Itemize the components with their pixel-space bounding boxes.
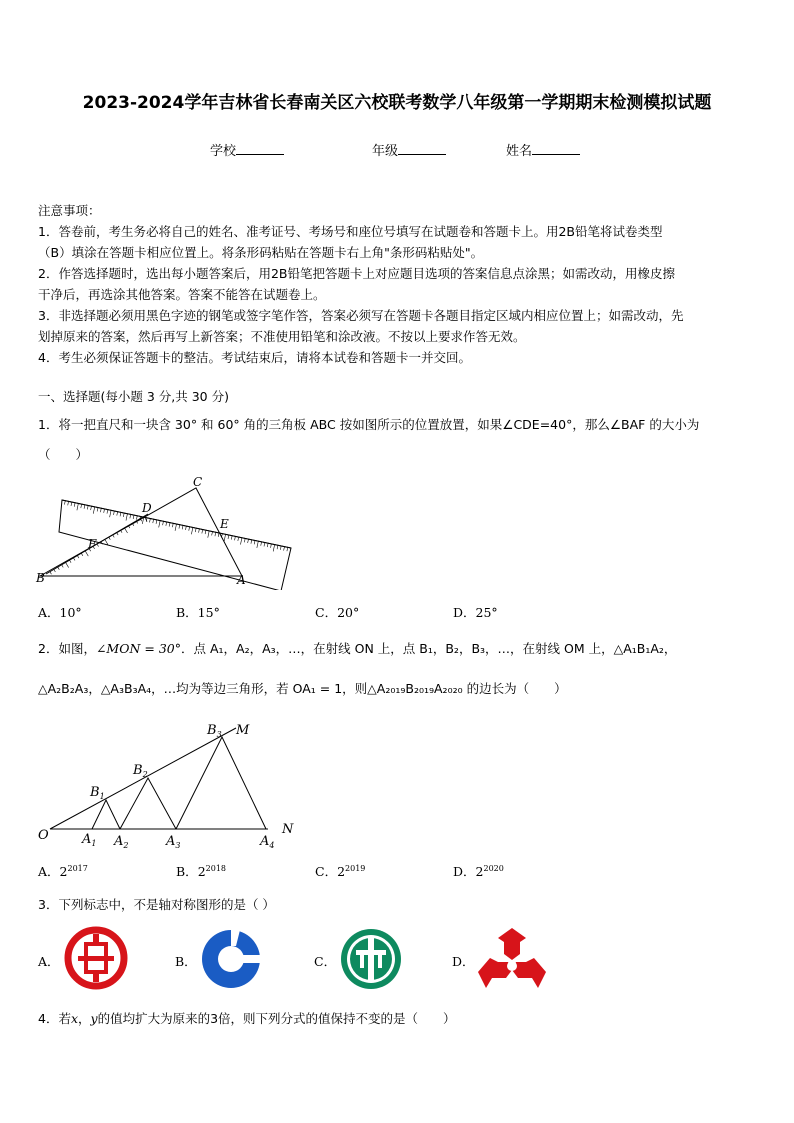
var-y: y — [90, 1011, 98, 1026]
option-b[interactable]: B．$2^{2018}$ — [176, 863, 226, 879]
cmbc-logo — [476, 926, 548, 992]
ccb-logo — [200, 928, 262, 990]
notice-line: 4．考生必须保证答题卡的整洁。考试结束后，请将本试卷和答题卡一并交回。 — [38, 350, 471, 365]
name-label: 姓名 — [506, 144, 533, 159]
label-o: O — [38, 828, 49, 843]
ruler-ticks-lower — [50, 516, 147, 574]
q3-option-c[interactable]: C． — [314, 954, 337, 969]
name-blank — [532, 142, 580, 155]
notice-heading: 注意事项： — [38, 203, 101, 218]
option-a[interactable]: A．$2^{2017}$ — [38, 863, 88, 879]
label-n: N — [282, 822, 294, 837]
label-a: A — [237, 573, 246, 587]
question-4-rest: 的值均扩大为原来的3倍，则下列分式的值保持不变的是（ ） — [97, 1011, 456, 1026]
school-blank — [236, 142, 284, 155]
question-1-options — [38, 603, 638, 621]
notice-line: 干净后，再选涂其他答案。答案不能答在试题卷上。 — [38, 287, 326, 302]
option-c[interactable]: C．$2^{2019}$ — [315, 863, 366, 879]
q3-option-d[interactable]: D． — [452, 954, 475, 969]
option-a[interactable]: A．10° — [38, 605, 82, 620]
q3-option-b[interactable]: B． — [175, 954, 197, 969]
question-1-bracket: （ ） — [38, 447, 89, 462]
option-b[interactable]: B．15° — [176, 605, 220, 620]
grade-field — [372, 140, 446, 159]
question-2-line-1 — [38, 638, 758, 659]
triangle-2 — [120, 778, 176, 829]
question-2-rest: ．点 A₁，A₂，A₃，…，在射线 ON 上，点 B₁，B₂，B₃，…，在射线 OM 上，△A₁B₁A₂， — [181, 641, 677, 656]
label-a1: $A_1$ — [82, 832, 97, 848]
option-d[interactable]: D．25° — [453, 605, 498, 620]
notice-line: 3．非选择题必须用黑色字迹的钢笔或签字笔作答，答案必须写在答题卡各题目指定区域内相应位置上；如需改动，先 — [38, 308, 684, 323]
question-4-prefix: 4．若 — [38, 1011, 71, 1026]
school-label: 学校 — [210, 144, 237, 159]
label-a4: $A_4$ — [260, 834, 275, 850]
label-e: E — [220, 517, 229, 531]
grade-label: 年级 — [372, 144, 399, 159]
abc-logo — [338, 926, 404, 992]
notice-line: （B）填涂在答题卡相应位置上。将条形码粘贴在答题卡右上角"条形码粘贴处"。 — [38, 245, 484, 260]
grade-blank — [398, 142, 446, 155]
label-a2: $A_2$ — [114, 834, 129, 850]
section-heading: 一、选择题(每小题 3 分,共 30 分) — [38, 389, 229, 404]
icbc-logo — [62, 926, 130, 990]
label-b3: $B_3$ — [207, 723, 222, 739]
ruler-triangle-figure — [30, 470, 300, 590]
angle-expression: ∠MON = 30° — [95, 641, 181, 656]
question-4-text — [38, 1008, 758, 1029]
q3-option-a[interactable]: A． — [38, 954, 60, 969]
equilateral-triangles-figure — [36, 718, 306, 852]
notice-line: 1．答卷前，考生务必将自己的姓名、准考证号、考场号和座位号填写在试题卷和答题卡上。用2B铅笔将试卷类型 — [38, 224, 663, 239]
question-2-prefix: 2．如图， — [38, 641, 96, 656]
question-3-text: 3．下列标志中，不是轴对称图形的是（ ） — [38, 897, 275, 912]
var-x: x — [70, 1011, 79, 1026]
label-b2: $B_2$ — [133, 763, 148, 779]
triangle-3 — [176, 737, 266, 829]
option-d[interactable]: D．$2^{2020}$ — [453, 863, 504, 879]
school-field — [210, 140, 284, 159]
question-1-text: 1．将一把直尺和一块含 30° 和 60° 角的三角板 ABC 按如图所示的位置放置，如果∠CDE=40°，那么∠BAF 的大小为 — [38, 417, 700, 432]
label-m: M — [236, 723, 250, 738]
label-b1: $B_1$ — [90, 785, 105, 801]
label-b: B — [36, 571, 45, 585]
label-c: C — [193, 475, 203, 489]
question-2-options — [38, 862, 638, 882]
option-c[interactable]: C．20° — [315, 605, 360, 620]
label-a3: $A_3$ — [166, 834, 181, 850]
notice — [38, 200, 758, 368]
label-d: D — [142, 501, 152, 515]
notice-line: 划掉原来的答案，然后再写上新答案；不准使用铅笔和涂改液。不按以上要求作答无效。 — [38, 329, 526, 344]
separator: ， — [78, 1011, 91, 1026]
question-2-line-2: △A₂B₂A₃，△A₃B₃A₄，…均为等边三角形，若 OA₁ = 1，则△A₂₀₁₉B₂₀₁₉A₂₀₂₀ 的边长为（ ） — [38, 681, 567, 696]
name-field — [506, 140, 580, 159]
label-f: F — [88, 537, 97, 551]
triangle-abc — [40, 488, 242, 576]
page-title: 2023-2024学年吉林省长春南关区六校联考数学八年级第一学期期末检测模拟试题 — [82, 93, 712, 113]
notice-line: 2．作答选择题时，选出每小题答案后，用2B铅笔把答题卡上对应题目选项的答案信息点涂黑；如需改动，用橡皮擦 — [38, 266, 675, 281]
